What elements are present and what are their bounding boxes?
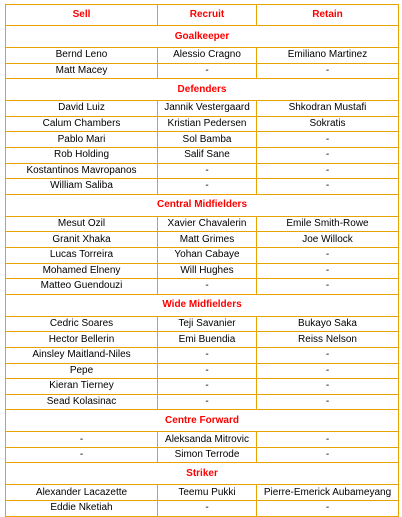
cell-recruit: Sol Bamba [158, 132, 257, 148]
cell-retain: Shkodran Mustafi [257, 101, 399, 117]
cell-retain: - [257, 179, 399, 195]
table-row [6, 485, 399, 501]
cell-retain: Emile Smith-Rowe [257, 216, 399, 232]
cell-sell: Granit Xhaka [6, 232, 158, 248]
squad-table-container [5, 4, 398, 517]
cell-retain: Reiss Nelson [257, 332, 399, 348]
table-row [6, 316, 399, 332]
cell-recruit: - [158, 347, 257, 363]
cell-recruit: - [158, 279, 257, 295]
cell-recruit: Emi Buendia [158, 332, 257, 348]
section-heading-row [6, 294, 399, 316]
cell-retain: Pierre-Emerick Aubameyang [257, 485, 399, 501]
squad-table-body [6, 26, 399, 517]
section-heading-row [6, 79, 399, 101]
cell-retain: - [257, 501, 399, 517]
table-row [6, 116, 399, 132]
table-row [6, 501, 399, 517]
cell-recruit: Simon Terrode [158, 447, 257, 463]
section-heading-row [6, 463, 399, 485]
cell-retain: - [257, 247, 399, 263]
cell-sell: Bernd Leno [6, 48, 158, 64]
cell-recruit: Matt Grimes [158, 232, 257, 248]
section-title: Wide Midfielders [6, 294, 399, 316]
table-row [6, 163, 399, 179]
header-retain: Retain [257, 5, 399, 26]
section-heading-row [6, 194, 399, 216]
cell-sell: Matteo Guendouzi [6, 279, 158, 295]
cell-recruit: Xavier Chavalerin [158, 216, 257, 232]
section-title: Central Midfielders [6, 194, 399, 216]
table-row [6, 216, 399, 232]
table-row [6, 363, 399, 379]
cell-retain: - [257, 147, 399, 163]
table-row [6, 101, 399, 117]
cell-retain: Bukayo Saka [257, 316, 399, 332]
cell-recruit: Will Hughes [158, 263, 257, 279]
cell-retain: - [257, 163, 399, 179]
table-row [6, 394, 399, 410]
table-row [6, 147, 399, 163]
cell-retain: Sokratis [257, 116, 399, 132]
cell-recruit: - [158, 394, 257, 410]
table-row [6, 232, 399, 248]
table-row [6, 432, 399, 448]
header-recruit: Recruit [158, 5, 257, 26]
table-row [6, 347, 399, 363]
cell-retain: - [257, 363, 399, 379]
section-title: Centre Forward [6, 410, 399, 432]
cell-recruit: Salif Sane [158, 147, 257, 163]
section-title: Defenders [6, 79, 399, 101]
squad-table [5, 4, 399, 517]
cell-retain: - [257, 394, 399, 410]
cell-retain: - [257, 447, 399, 463]
cell-sell: Lucas Torreira [6, 247, 158, 263]
cell-recruit: - [158, 363, 257, 379]
cell-recruit: Alessio Cragno [158, 48, 257, 64]
cell-sell: Pepe [6, 363, 158, 379]
cell-sell: Cedric Soares [6, 316, 158, 332]
cell-recruit: Teji Savanier [158, 316, 257, 332]
cell-retain: - [257, 132, 399, 148]
table-row [6, 132, 399, 148]
header-sell: Sell [6, 5, 158, 26]
cell-recruit: - [158, 163, 257, 179]
cell-recruit: - [158, 501, 257, 517]
cell-sell: Alexander Lacazette [6, 485, 158, 501]
cell-sell: Hector Bellerin [6, 332, 158, 348]
table-row [6, 48, 399, 64]
cell-sell: Mesut Ozil [6, 216, 158, 232]
table-row [6, 447, 399, 463]
cell-retain: - [257, 432, 399, 448]
cell-sell: Rob Holding [6, 147, 158, 163]
cell-retain: - [257, 263, 399, 279]
table-row [6, 379, 399, 395]
cell-sell: Calum Chambers [6, 116, 158, 132]
cell-sell: Sead Kolasinac [6, 394, 158, 410]
cell-retain: - [257, 347, 399, 363]
cell-sell: David Luiz [6, 101, 158, 117]
cell-retain: - [257, 379, 399, 395]
cell-retain: - [257, 63, 399, 79]
table-row [6, 247, 399, 263]
table-row [6, 332, 399, 348]
cell-sell: William Saliba [6, 179, 158, 195]
cell-retain: Joe Willock [257, 232, 399, 248]
cell-sell: Mohamed Elneny [6, 263, 158, 279]
cell-sell: Ainsley Maitland-Niles [6, 347, 158, 363]
cell-recruit: - [158, 379, 257, 395]
cell-sell: Pablo Mari [6, 132, 158, 148]
table-row [6, 263, 399, 279]
section-heading-row [6, 410, 399, 432]
cell-retain: - [257, 279, 399, 295]
cell-recruit: Teemu Pukki [158, 485, 257, 501]
cell-recruit: Aleksanda Mitrovic [158, 432, 257, 448]
header-row [6, 5, 399, 26]
cell-sell: - [6, 447, 158, 463]
cell-recruit: - [158, 179, 257, 195]
cell-recruit: Jannik Vestergaard [158, 101, 257, 117]
table-row [6, 63, 399, 79]
cell-sell: Matt Macey [6, 63, 158, 79]
cell-recruit: Kristian Pedersen [158, 116, 257, 132]
cell-retain: Emiliano Martinez [257, 48, 399, 64]
cell-sell: Eddie Nketiah [6, 501, 158, 517]
cell-sell: - [6, 432, 158, 448]
table-row [6, 179, 399, 195]
table-row [6, 279, 399, 295]
cell-recruit: Yohan Cabaye [158, 247, 257, 263]
cell-sell: Kostantinos Mavropanos [6, 163, 158, 179]
section-title: Striker [6, 463, 399, 485]
cell-recruit: - [158, 63, 257, 79]
section-title: Goalkeeper [6, 26, 399, 48]
section-heading-row [6, 26, 399, 48]
cell-sell: Kieran Tierney [6, 379, 158, 395]
